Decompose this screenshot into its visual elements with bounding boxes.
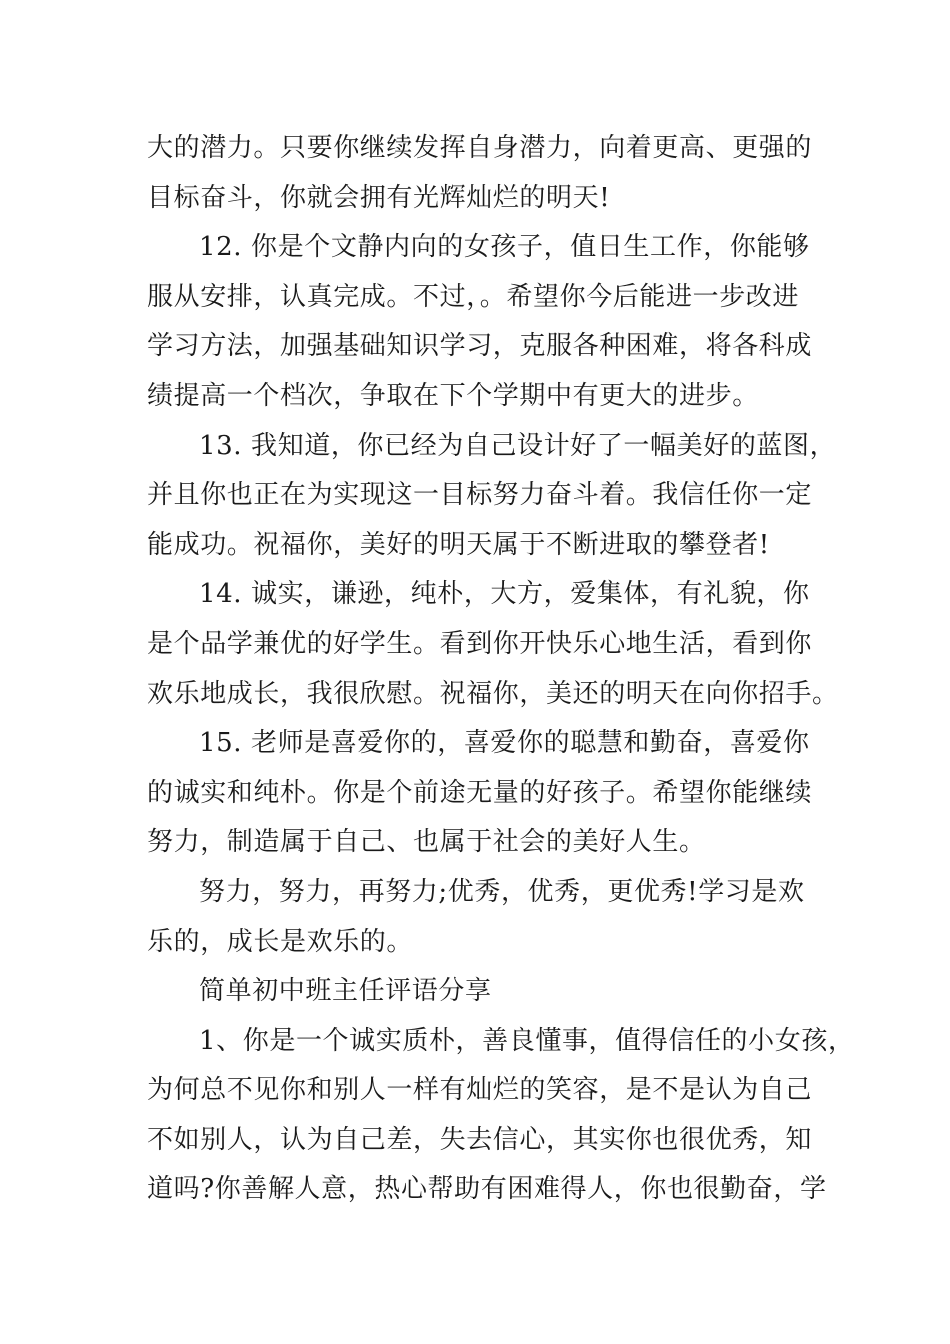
text-line: 乐的，成长是欢乐的。 [147, 926, 414, 957]
text-line: 的诚实和纯朴。你是个前途无量的好孩子。希望你能继续 [147, 777, 813, 808]
text-line: 大的潜力。只要你继续发挥自身潜力，向着更高、更强的 [147, 133, 813, 163]
text-line: 服从安排，认真完成。不过，。希望你今后能进一步改进 [147, 281, 800, 312]
text-line: 15. 老师是喜爱你的，喜爱你的聪慧和勤奋，喜爱你 [199, 728, 810, 759]
text-line: 1、你是一个诚实质朴，善良懂事，值得信任的小女孩， [199, 1025, 855, 1056]
text-line: 是个品学兼优的好学生。看到你开快乐心地生活，看到你 [147, 628, 813, 659]
text-line: 努力，努力，再努力;优秀，优秀，更优秀!学习是欢 [199, 876, 805, 907]
section-heading: 简单初中班主任评语分享 [199, 976, 492, 1007]
text-line: 努力，制造属于自己、也属于社会的美好人生。 [147, 827, 706, 858]
text-line: 12. 你是个文静内向的女孩子，值日生工作，你能够 [199, 232, 810, 263]
text-line: 道吗?你善解人意，热心帮助有困难得人，你也很勤奋，学 [147, 1174, 827, 1205]
text-line: 学习方法，加强基础知识学习，克服各种困难，将各科成 [147, 331, 813, 362]
text-line: 为何总不见你和别人一样有灿烂的笑容，是不是认为自己 [147, 1075, 813, 1106]
text-line: 能成功。祝福你，美好的明天属于不断进取的攀登者! [147, 529, 770, 560]
text-line: 目标奋斗，你就会拥有光辉灿烂的明天! [147, 182, 611, 213]
text-line: 欢乐地成长，我很欣慰。祝福你，美还的明天在向你招手。 [147, 678, 839, 709]
text-line: 不如别人，认为自己差，失去信心，其实你也很优秀，知 [147, 1124, 813, 1155]
document-body [147, 124, 855, 1215]
text-line: 14. 诚实，谦逊，纯朴，大方，爱集体，有礼貌，你 [199, 579, 810, 610]
text-line: 并且你也正在为实现这一目标努力奋斗着。我信任你一定 [147, 480, 813, 511]
text-line: 绩提高一个档次，争取在下个学期中有更大的进步。 [147, 380, 759, 411]
text-line: 13. 我知道，你已经为自己设计好了一幅美好的蓝图， [199, 430, 837, 461]
